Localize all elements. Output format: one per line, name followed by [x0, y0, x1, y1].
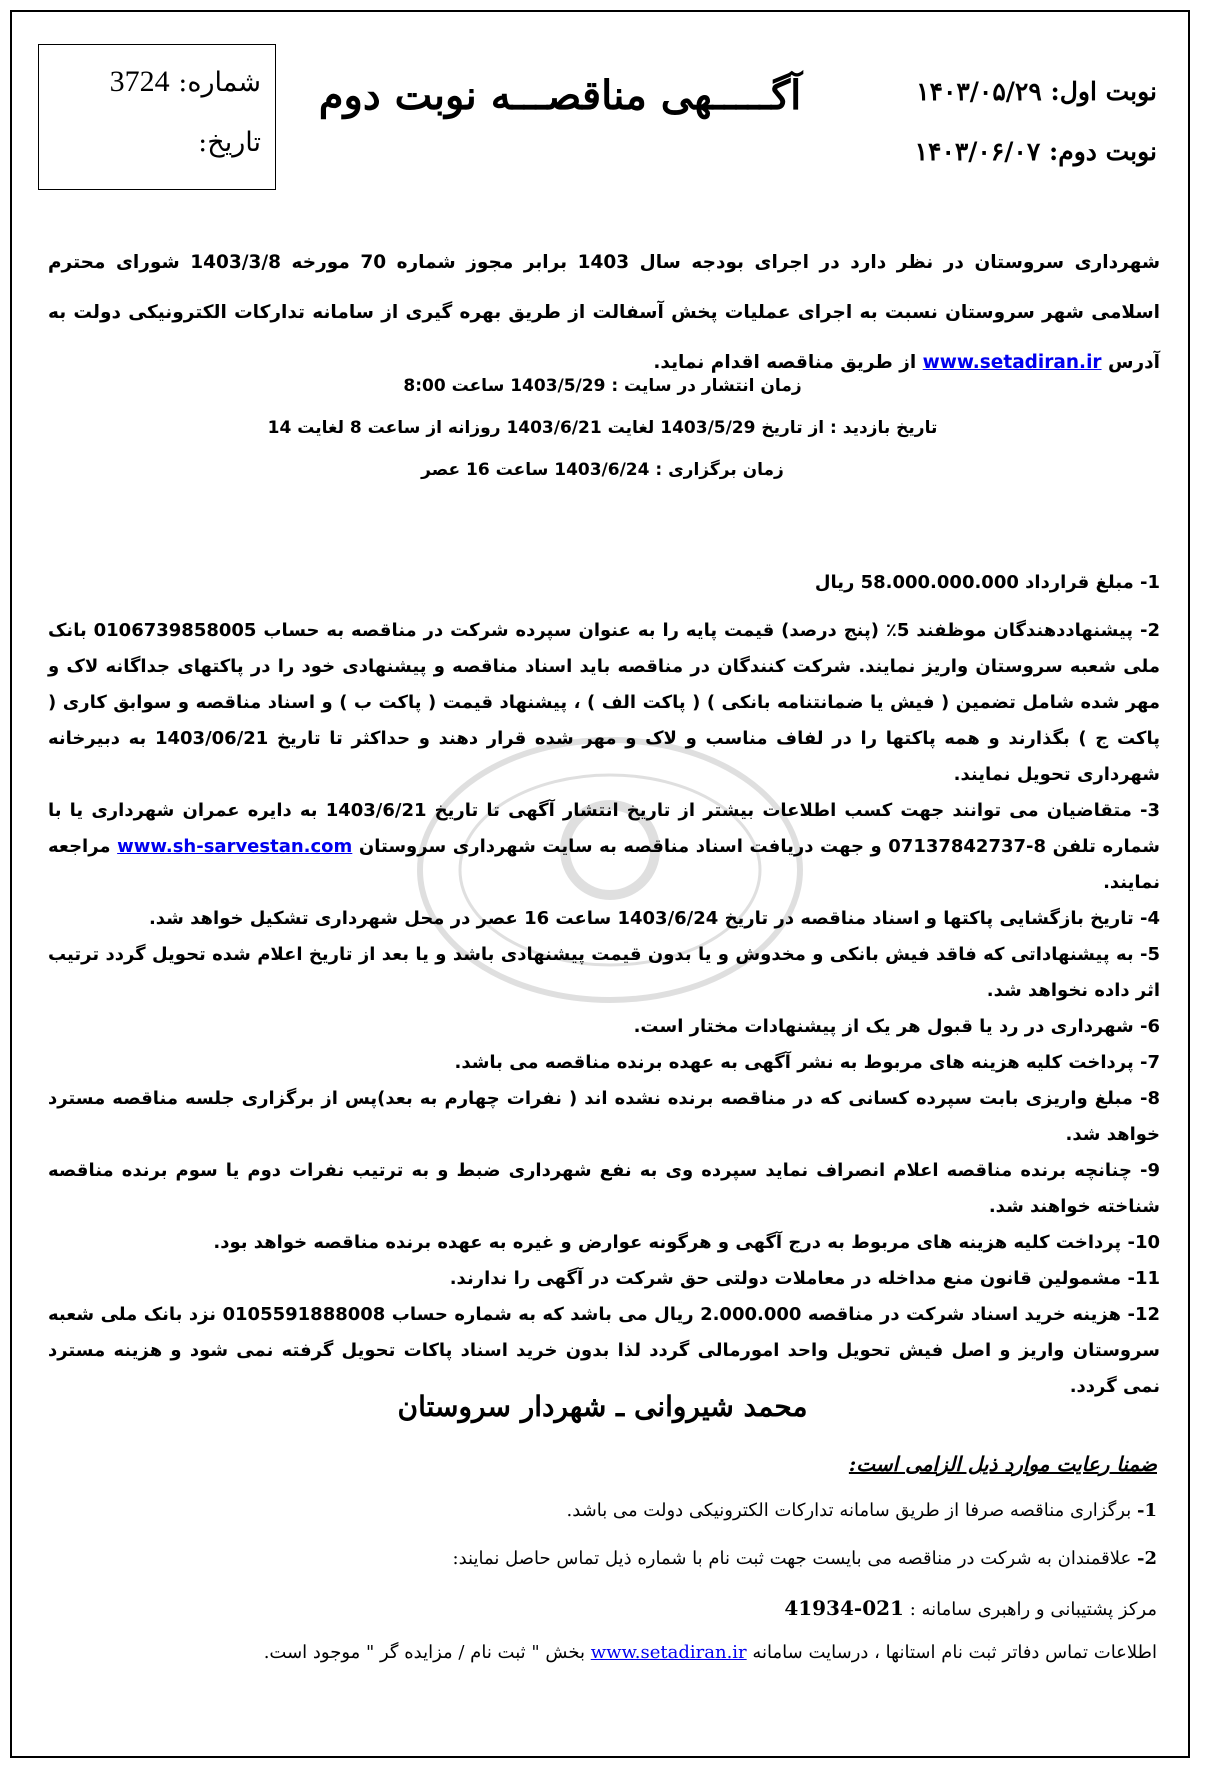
page-title: آگـــــهی مناقصـــه نوبت دوم — [318, 72, 802, 119]
list-item: 4- تاریخ بازگشایی پاکتها و اسناد مناقصه در تاریخ 1403/6/24 ساعت 16 عصر در محل شهرداری تشکیل خواهد شد. — [148, 908, 1160, 929]
visit-time: تاریخ بازدید : از تاریخ 1403/5/29 لغایت 1403/6/21 روزانه از ساعت 8 لغایت 14 — [267, 418, 938, 438]
item-3-text-end: مراجعه نمایند. — [48, 836, 1160, 893]
note-2-text: علاقمندان به شرکت در مناقصه می بایست جهت ثبت نام با شماره ذیل تماس حاصل نمایند: — [452, 1548, 1132, 1569]
note-2-number: 2- — [1136, 1548, 1157, 1569]
number-label: شماره: — [178, 67, 261, 98]
contact-text-end: بخش " ثبت نام / مزایده گر " موجود است. — [263, 1642, 585, 1663]
support-label: مرکز پشتیبانی و راهبری سامانه : — [909, 1599, 1157, 1620]
intro-text: شهرداری سروستان در نظر دارد در اجرای بودجه سال 1403 برابر مجوز شماره 70 مورخه 1403/3/8 شورای محترم اسلامی شهر سروستان نسبت به اجرای عملیات پخش آسفالت از طریق بهره گیری از سامانه تدارکات الکترونیکی دولت به آدرس — [48, 252, 1161, 373]
list-item: 5- به پیشنهاداتی که فاقد فیش بانکی و مخدوش و یا بدون قیمت پیشنهادی باشد و یا بعد از تاریخ اعلام شده تحویل گردد ترتیب اثر داده نخواهد شد. — [48, 944, 1160, 1001]
publish-time: زمان انتشار در سایت : 1403/5/29 ساعت 8:00 — [403, 376, 802, 396]
second-turn — [877, 122, 1157, 182]
intro-text-end: از طریق مناقصه اقدام نماید. — [653, 352, 917, 373]
sarvestan-link[interactable]: www.sh-sarvestan.com — [117, 836, 353, 857]
list-item: 10- پرداخت کلیه هزینه های مربوط به درج آگهی و هرگونه عوارض و غیره به عهده برنده مناقصه خواهد بود. — [213, 1232, 1160, 1253]
date-row — [198, 127, 261, 158]
list-item: 7- پرداخت کلیه هزینه های مربوط به نشر آگهی به عهده برنده مناقصه می باشد. — [454, 1052, 1160, 1073]
setadiran-link[interactable]: www.setadiran.ir — [922, 352, 1102, 373]
item-3-text: 3- متقاضیان می توانند جهت کسب اطلاعات بیشتر از تاریخ انتشار آگهی تا تاریخ 1403/6/21 به دایره عمران شهرداری یا با شماره تلفن 8-07137842737 و جهت دریافت اسناد مناقصه به سایت شهرداری سروستان — [48, 800, 1160, 857]
notes-heading: ضمنا رعایت موارد ذیل الزامی است: — [848, 1452, 1157, 1476]
number-box — [38, 44, 276, 190]
list-item: 6- شهرداری در رد یا قبول هر یک از پیشنهادات مختار است. — [633, 1016, 1160, 1037]
contact-text: اطلاعات تماس دفاتر ثبت نام استانها ، درسایت سامانه — [752, 1642, 1157, 1663]
note-2 — [453, 1548, 1157, 1569]
number-row — [110, 65, 261, 99]
number-value: 3724 — [109, 65, 170, 98]
note-1-text: برگزاری مناقصه صرفا از طریق سامانه تدارکات الکترونیکی دولت می باشد. — [566, 1500, 1132, 1521]
first-turn-label: نوبت اول: — [1050, 77, 1157, 106]
second-turn-label: نوبت دوم: — [1049, 137, 1157, 166]
note-1-number: 1- — [1136, 1500, 1157, 1521]
first-turn — [877, 62, 1157, 122]
conditions-list — [48, 565, 1160, 1405]
contact-line — [264, 1642, 1157, 1663]
note-1 — [566, 1500, 1157, 1521]
first-turn-date: ۱۴۰۳/۰۵/۲۹ — [916, 77, 1042, 106]
date-label: تاریخ: — [198, 127, 261, 158]
list-item: 9- چنانچه برنده مناقصه اعلام انصراف نماید سپرده وی به نفع شهرداری ضبط و به ترتیب نفرات دوم یا سوم برنده مناقصه شناخته خواهند شد. — [48, 1160, 1160, 1217]
list-item: 1- مبلغ قرارداد 58.000.000.000 ریال — [814, 572, 1160, 593]
hold-time: زمان برگزاری : 1403/6/24 ساعت 16 عصر — [421, 460, 784, 480]
support-line — [784, 1596, 1157, 1620]
signature: محمد شیروانی ـ شهردار سروستان — [397, 1390, 808, 1423]
list-item: 11- مشمولین قانون منع مداخله در معاملات دولتی حق شرکت در آگهی را ندارند. — [449, 1268, 1160, 1289]
list-item: 12- هزینه خرید اسناد شرکت در مناقصه 2.000.000 ریال می باشد که به شماره حساب 0105591888008 نزد بانک ملی شعبه سروستان واریز و اصل فیش تحویل واحد امورمالی گردد لذا بدون خرید اسناد پاکات تحویل گرفته نمی شود و هزینه مسترد نمی گردد. — [48, 1304, 1161, 1397]
contact-setadiran-link[interactable]: www.setadiran.ir — [590, 1642, 747, 1663]
turn-dates — [877, 62, 1157, 182]
list-item-3 — [48, 793, 1160, 901]
list-item: 2- پیشنهاددهندگان موظفند 5٪ (پنج درصد) قیمت پایه را به عنوان سپرده شرکت در مناقصه به حساب 0106739858005 بانک ملی شعبه سروستان واریز نمایند. شرکت کنندگان در مناقصه باید اسناد مناقصه و پیشنهادی خود را در پاکتهای جداگانه لاک و مهر شده شامل تضمین ( فیش یا ضمانتنامه بانکی ) ( پاکت الف ) ، پیشنهاد قیمت ( پاکت ب ) و اسناد مناقصه و سوابق کاری ( پاکت ج ) بگذارند و همه پاکتها را در لفاف مناسب و لاک و مهر شده قرار دهند و حداکثر تا تاریخ 1403/06/21 به دبیرخانه شهرداری تحویل نمایند. — [48, 620, 1160, 785]
intro-paragraph — [48, 238, 1160, 388]
second-turn-date: ۱۴۰۳/۰۶/۰۷ — [914, 137, 1041, 166]
support-phone: 021-41934 — [784, 1596, 904, 1620]
list-item: 8- مبلغ واریزی بابت سپرده کسانی که در مناقصه برنده نشده اند ( نفرات چهارم به بعد)پس از برگزاری جلسه مناقصه مسترد خواهد شد. — [48, 1088, 1160, 1145]
